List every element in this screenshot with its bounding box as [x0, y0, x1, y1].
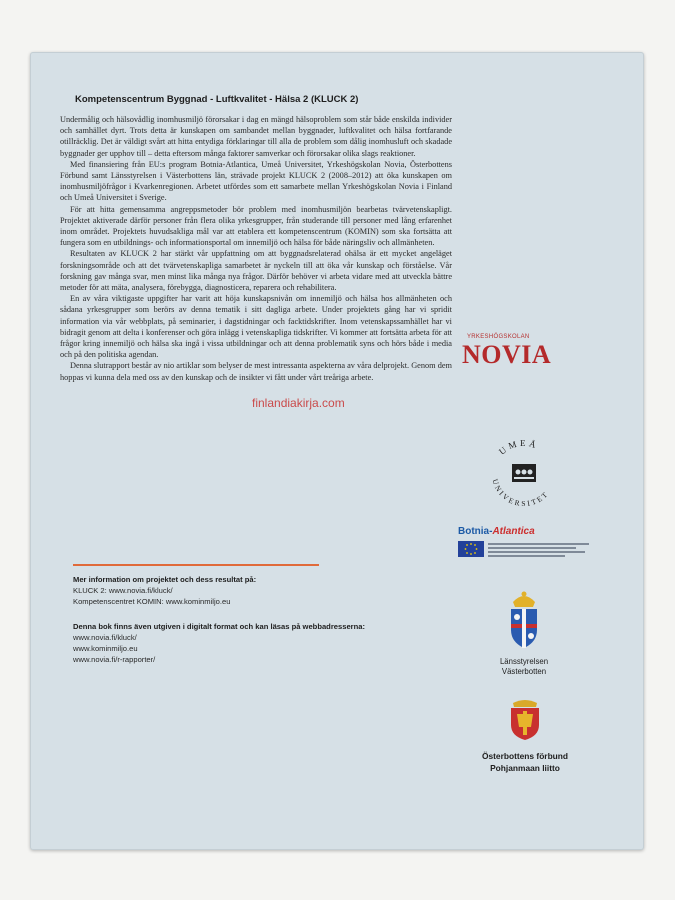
lansstyrelsen-logo — [474, 588, 574, 677]
info-section — [73, 574, 433, 665]
paragraph: En av våra viktigaste uppgifter har varit att höja kunskapsnivån om innemiljö och hälsa hos allmänheten och sådana yrkesgrupper som berörs av denna tematik i sitt dagliga arbete. Under projektets gång har vi spridit information via vår webbplats, på seminarier, i dagstidningar och facktidskrifter. Inom vetenskapssamhället har vi bidragit genom att delta i konferenser och göra inlägg i vetenskapliga tidskrifter. Vi kommer att fortsätta arbeta för att frågor kring innemiljö och hälsa ska ingå i vissa utbildningar och att denna problematik syns och hörs både i media och på den politiska agendan. — [60, 294, 452, 360]
lans-name-line2: Västerbotten — [501, 667, 547, 676]
oster-name-line1: Österbottens förbund — [481, 751, 569, 761]
url-line: www.novia.fi/r-rapporter/ — [73, 655, 156, 664]
funding-fineprint — [488, 541, 598, 559]
umea-bottom-text: UNIVERSITET — [490, 477, 551, 509]
eu-flag-icon — [458, 541, 484, 557]
umea-seal-icon — [484, 434, 564, 514]
digital-heading: Denna bok finns även utgiven i digitalt format och kan läsas på webbadresserna: — [73, 622, 366, 631]
paragraph: Resultaten av KLUCK 2 har stärkt vår uppfattning om att byggnadsrelaterad ohälsa är ett mycket angeläget forskningsområde och att det tvärvetenskapliga samarbetet är nyckeln till att öka vår kunskap och förståelse. Vår forskning gav många svar, men minst lika många nya frågor. Därför behöver vi arbeta vidare med att utveckla bättre metoder för att mäta, analysera, förebygga, diagnosticera, reparera och rehabilitera. — [60, 249, 452, 293]
book-title: Kompetenscentrum Byggnad - Luftkvalitet - Hälsa 2 (KLUCK 2) — [75, 94, 359, 105]
regional-shield-icon — [508, 697, 542, 741]
url-line: www.kominmiljo.eu — [73, 644, 138, 653]
novia-logo-text: NOVIA — [462, 340, 552, 369]
watermark: finlandiakirja.com — [252, 396, 345, 410]
oster-name-line2: Pohjanmaan liitto — [490, 763, 560, 773]
umea-university-logo — [484, 434, 564, 519]
paragraph: Med finansiering från EU:s program Botnia-Atlantica, Umeå Universitet, Yrkeshögskolan Novia, Österbottens Förbund samt Länsstyrelsen i Västerbottens län, strävade projekt KLUCK 2 (2008–2012) att öka kunskapen om inomhusmiljöfrågor i Kvarkenregionen. Arbetet utfördes som ett samarbete mellan Yrkeshögskolan Novia i Finland och Umeå Universitet i Sverige. — [60, 159, 452, 203]
lans-name-line1: Länsstyrelsen — [499, 657, 549, 666]
paragraph: För att hitta gemensamma angreppsmetoder bör problem med inomhusmiljön bearbetas tvärvetenskapligt. Projektet aktiverade därför personer från flera olika yrkesgrupper, från studerande till personer med lång erfarenhet inom området. Projektets huvudsakliga mål var att etablera ett kompetenscentrum (KOMIN) som ska fortsätta att fungera som en utbildnings- och informationsportal om innemiljö och hälsa för både näringsliv och allmänheten. — [60, 204, 452, 248]
info-line-kluck: KLUCK 2: www.novia.fi/kluck/ — [73, 586, 173, 595]
url-line: www.novia.fi/kluck/ — [73, 633, 137, 642]
atlantica-text: Atlantica — [492, 526, 535, 537]
osterbottens-forbund-logo — [460, 697, 590, 774]
info-heading: Mer information om projektet och dess resultat på: — [73, 575, 257, 584]
botnia-atlantica-logo — [458, 526, 598, 559]
botnia-text: Botnia- — [458, 526, 493, 537]
paragraph: Denna slutrapport består av nio artiklar som belyser de mest intressanta aspekterna av våra delprojekt. Genom dem hoppas vi kunna dela med oss av den kunskap och de insikter vi fått under vårt treåriga arbete. — [60, 361, 452, 382]
body-text — [60, 114, 452, 383]
svg-text:UMEÅ — [497, 438, 540, 457]
novia-logo-subtitle: YRKESHÖGSKOLAN — [467, 334, 530, 340]
info-line-komin: Kompetenscentret KOMIN: www.kominmiljo.eu — [73, 597, 231, 606]
accent-divider — [73, 564, 319, 566]
umea-top-text: UMEÅ — [497, 437, 541, 457]
coat-of-arms-icon — [506, 588, 542, 650]
svg-text:UNIVERSITET — [490, 478, 550, 508]
paragraph: Undermålig och hälsovådlig inomhusmiljö förorsakar i dag en mängd hälsoproblem som står både enskilda individer och samhället dyrt. Trots detta är kunskapen om sambandet mellan byggnader, luftkvalitet och hälsa fortfarande otillräcklig. Det är väldigt svårt att hitta entydiga förklaringar till alla de problem som dålig inomhusluft och skadade byggnader ger upphov till – detta eftersom många faktorer samverkar och förorsakar olika slags reaktioner. — [60, 115, 452, 158]
